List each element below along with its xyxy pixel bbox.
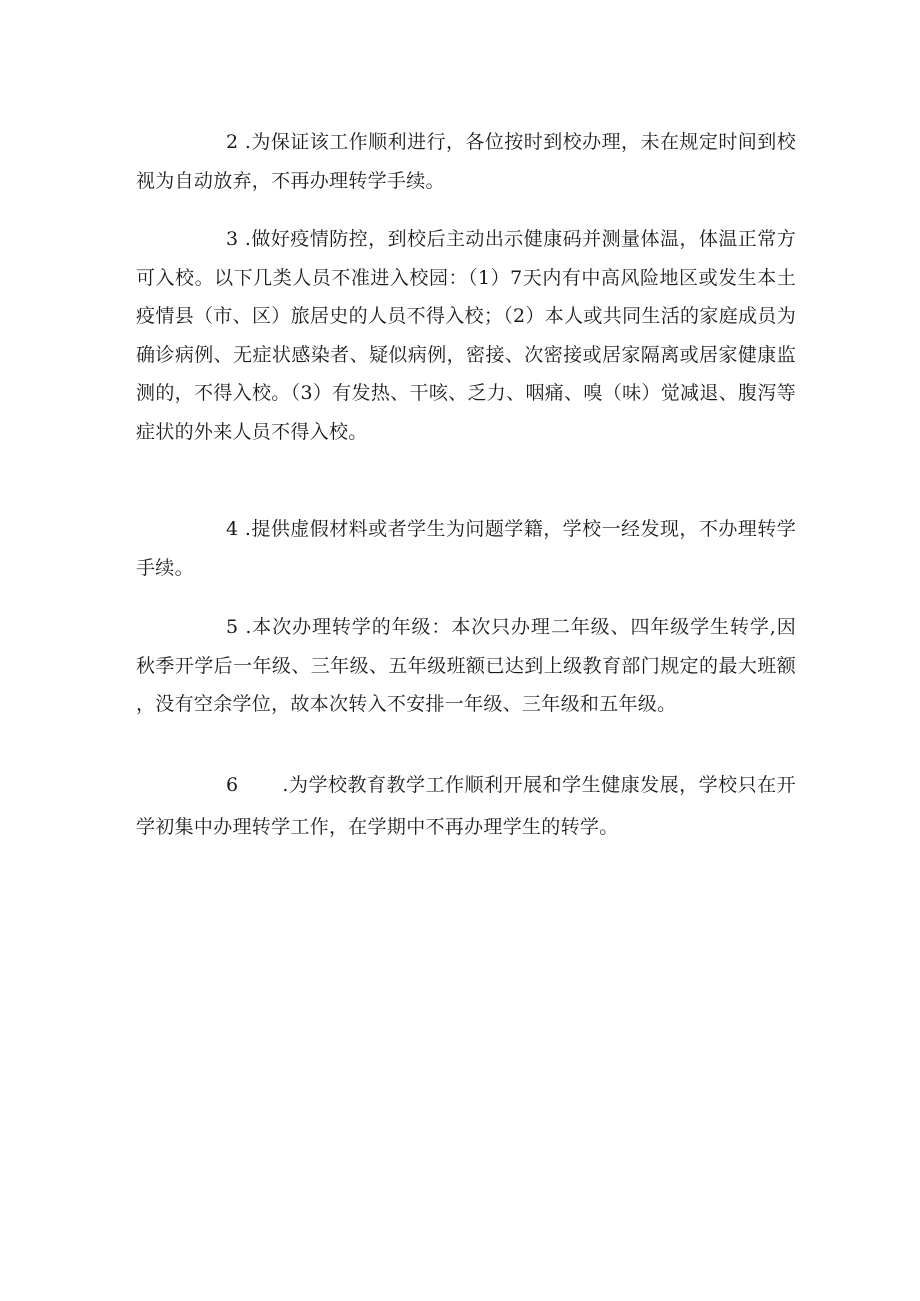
paragraph-item-3 — [136, 220, 796, 451]
paragraph-text: .为保证该工作顺利进行，各位按时到校办理，未在规定时间到校视为自动放弃，不再办理转学手续。 — [136, 131, 796, 192]
paragraph-text: .为学校教育教学工作顺利开展和学生健康发展，学校只在开学初集中办理转学工作，在学期中不再办理学生的转学。 — [136, 774, 796, 838]
paragraph-item-4 — [136, 510, 796, 587]
paragraph-text: .提供虚假材料或者学生为问题学籍，学校一经发现，不办理转学手续。 — [136, 518, 796, 579]
paragraph-item-2 — [136, 123, 796, 200]
paragraph-text: .本次办理转学的年级：本次只办理二年级、四年级学生转学,因秋季开学后一年级、三年级、五年级班额已达到上级教育部门规定的最大班额，没有空余学位，故本次转入不安排一年级、三年级和五年级。 — [136, 616, 797, 715]
item-number: 3 — [226, 228, 239, 250]
paragraph-item-5 — [136, 608, 796, 724]
paragraph-item-6 — [136, 764, 796, 848]
item-number: 5 — [226, 616, 239, 638]
item-number: 4 — [226, 518, 239, 540]
paragraph-text: .做好疫情防控，到校后主动出示健康码并测量体温，体温正常方可入校。以下几类人员不准进入校园：（1）7天内有中高风险地区或发生本土疫情县（市、区）旅居史的人员不得入校；（2）本人或共同生活的家庭成员为确诊病例、无症状感染者、疑似病例，密接、次密接或居家隔离或居家健康监测的，不得入校。（3）有发热、干咳、乏力、咽痛、嗅（味）觉减退、腹泻等症状的外来人员不得入校。 — [136, 228, 796, 443]
item-number: 2 — [226, 131, 239, 153]
item-number: 6 — [226, 774, 239, 796]
